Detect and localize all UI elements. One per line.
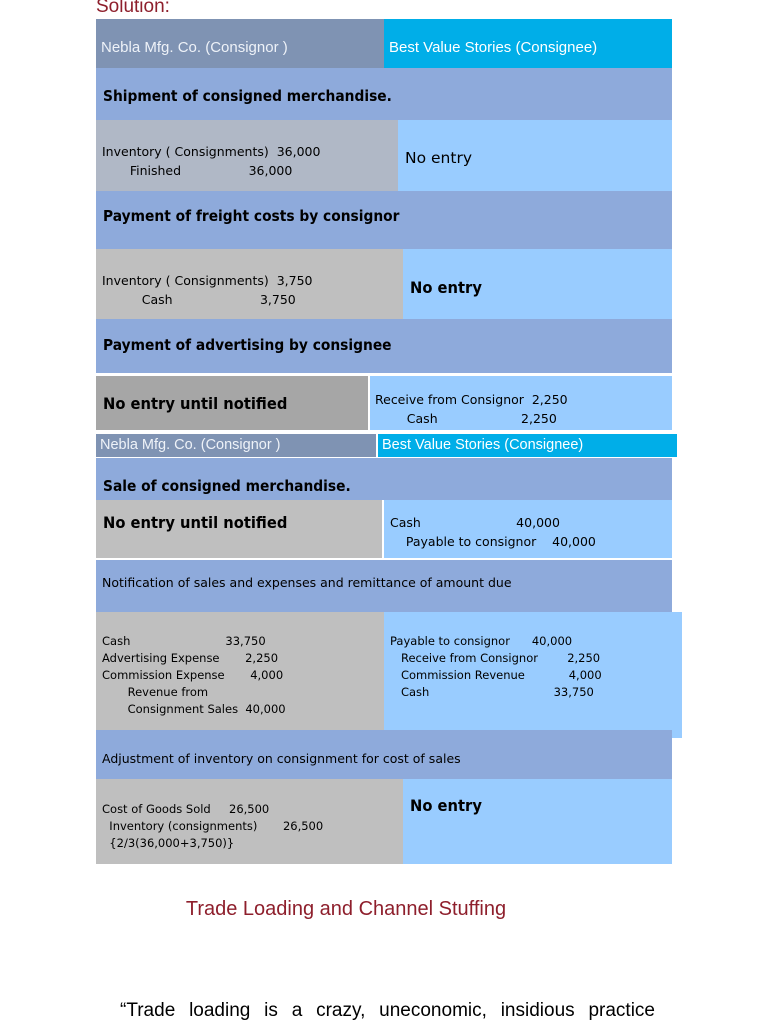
consignee-entry-cell: [384, 500, 672, 558]
entry-line: Cash 33,750: [102, 634, 266, 648]
entry-line: Cash 2,250: [375, 411, 557, 426]
consignor-header-label: Nebla Mfg. Co. (Consignor ): [100, 437, 281, 453]
trade-loading-heading: Trade Loading and Channel Stuffing: [185, 898, 507, 920]
entry-line: Commission Expense 4,000: [102, 668, 284, 682]
consignor-header-repeat: [96, 434, 376, 457]
section-advertising-title-band: [96, 319, 672, 373]
section-adjustment-title-band: [96, 730, 672, 779]
entry-line: Commission Revenue 4,000: [390, 668, 602, 682]
consignee-entry-cell: [403, 779, 672, 864]
no-entry-text: No entry until notified: [103, 394, 288, 413]
entry-line: Receive from Consignor 2,250: [375, 392, 568, 407]
entry-line: Inventory ( Consignments) 36,000: [102, 144, 321, 159]
consignee-header-label: Best Value Stories (Consignee): [389, 39, 598, 56]
entry-line: Consignment Sales 40,000: [102, 702, 286, 716]
consignee-header-repeat: [378, 434, 677, 457]
consignor-entry-cell: [96, 779, 403, 864]
entry-line: Advertising Expense 2,250: [102, 651, 279, 665]
entry-line: Finished 36,000: [102, 163, 293, 178]
entry-line: Cash 40,000: [390, 515, 560, 530]
section-freight-title-band: [96, 191, 672, 249]
solution-title: Solution:: [96, 0, 170, 17]
no-entry-text: No entry until notified: [103, 513, 288, 532]
consignee-entry-cell: [384, 612, 682, 738]
entry-line: Payable to consignor 40,000: [390, 634, 573, 648]
no-entry-text: No entry: [410, 278, 482, 297]
section-sale-title-band: [96, 458, 672, 500]
entry-line: Cash 33,750: [390, 685, 594, 699]
entry-line: Revenue from: [102, 685, 209, 699]
section-title: Notification of sales and expenses and remittance of amount due: [102, 575, 512, 590]
consignee-entry-cell: [398, 120, 672, 191]
section-notification-title-band: [96, 560, 672, 612]
entry-line: Inventory (consignments) 26,500: [102, 819, 324, 833]
consignor-header: [96, 19, 384, 68]
consignor-entry-cell: [96, 612, 384, 730]
consignor-entry-cell: [96, 249, 403, 319]
quote-text: “Trade loading is a crazy, uneconomic, insidious practice: [120, 1000, 655, 1021]
entry-line: Receive from Consignor 2,250: [390, 651, 601, 665]
no-entry-text: No entry: [405, 149, 472, 167]
section-title: Payment of freight costs by consignor: [103, 207, 400, 225]
consignor-header-label: Nebla Mfg. Co. (Consignor ): [101, 39, 288, 56]
entry-line: Payable to consignor 40,000: [390, 534, 596, 549]
section-title: Shipment of consigned merchandise.: [103, 87, 392, 105]
consignor-entry-cell: [96, 376, 368, 430]
section-title: Sale of consigned merchandise.: [103, 477, 351, 495]
consignee-header: [384, 19, 672, 68]
consignee-entry-cell: [370, 376, 672, 430]
entry-line: Cost of Goods Sold 26,500: [102, 802, 270, 816]
entry-line: {2/3(36,000+3,750)}: [102, 836, 235, 850]
section-title: Adjustment of inventory on consignment for cost of sales: [102, 751, 461, 766]
consignor-entry-cell: [96, 500, 382, 558]
consignee-entry-cell: [403, 249, 672, 319]
consignor-entry-cell: [96, 120, 398, 191]
entry-line: Inventory ( Consignments) 3,750: [102, 273, 313, 288]
no-entry-text: No entry: [410, 796, 482, 815]
entry-line: Cash 3,750: [102, 292, 296, 307]
consignee-header-label: Best Value Stories (Consignee): [382, 437, 584, 453]
section-shipment-title-band: [96, 68, 672, 120]
section-title: Payment of advertising by consignee: [103, 336, 392, 354]
